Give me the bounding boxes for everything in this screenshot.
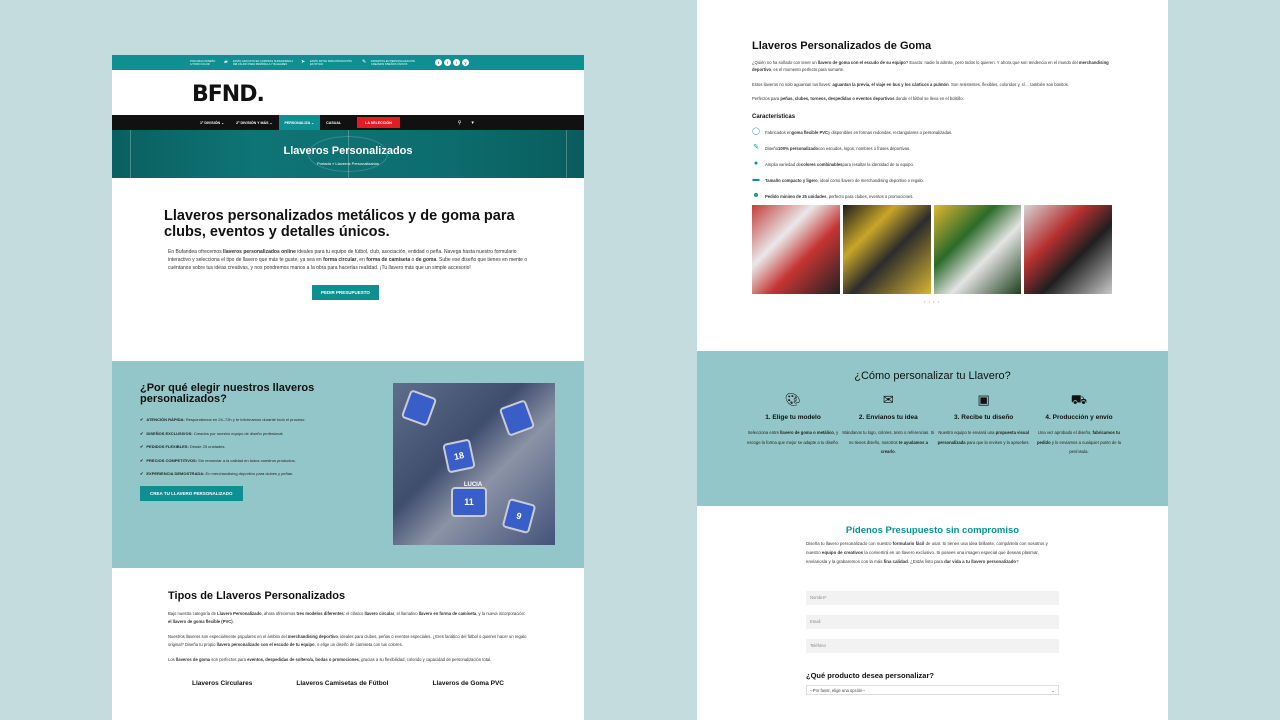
list-item: ✔ PRECIOS COMPETITIVOS: Sin renunciar a la calidad en todos nuestros productos. xyxy=(140,457,296,463)
plane-icon: ➤ xyxy=(301,59,306,65)
site-logo[interactable]: BFND. xyxy=(192,82,264,107)
field-line-decoration xyxy=(566,130,567,178)
step-item: ✉ 2. Envíanos tu idea Mándanos tu logo, colores, texto o referencias. Si no tienes diseño, nosotros te ayudamos a crearlo. xyxy=(842,392,935,454)
feature-item: ▬ Tamaño compacto y ligero , ideal como llavero de merchandising deportivo o regalo. xyxy=(752,176,924,184)
step-item: ▣ 3. Recibe tu diseño Nuestro equipo te enviará una propuesta visual personalizada para que la revises y la apruebes. xyxy=(937,392,1030,445)
youtube-icon[interactable]: y xyxy=(462,59,469,66)
left-page-screenshot xyxy=(112,55,584,720)
request-quote-button[interactable]: PEDIR PRESUPUESTO xyxy=(312,285,379,300)
goma-paragraph: ¿Quién no ha soñado con tener un llavero de goma con el escudo de su equipo? Exacto: nadie lo admite, pero todos lo quieren. Y ahora que son tendencia en el mundo del merchandising deportivo, es el momento perfecto para sumarte. xyxy=(752,60,1109,73)
search-icon[interactable]: ⚲ xyxy=(457,119,462,126)
keychains-photo xyxy=(393,383,555,545)
intro-heading: Llaveros personalizados metálicos y de goma para clubs, eventos y detalles únicos. xyxy=(164,208,515,240)
steps-row xyxy=(697,392,1168,457)
instagram-icon[interactable]: i xyxy=(453,59,460,66)
nav-item-personaliza[interactable]: PERSONALIZA ⌄ xyxy=(279,115,321,130)
intro-paragraph: En Bufandea ofrecemos llaveros personalizados online ideales para tu equipo de fútbol, club, asociación, entidad o peña. Navega hasta nuestro formulario interactivo y selecciona el tipo de llavero que más te guste, ya sea en forma circular, en forma de camiseta o de goma. Sube ese diseño que tienes en mente o cuéntanos sobre tus ideas creativas, y nos pondremos manos a la obra para hacerlas realidad. ¡Tu llavero más que un simple accesorio! xyxy=(168,249,528,271)
goma-paragraph: Perfectos para peñas, clubes, torneos, despedidas o eventos deportivos donde el fútbol se lleva en el bolsillo. xyxy=(752,95,964,101)
check-icon: ✔ xyxy=(140,457,144,463)
circle-icon: ◯ xyxy=(752,128,760,136)
topbar-item: POR GRACI DISEÑO A TODO COLOR xyxy=(190,59,216,66)
feature-item: ✎ Diseño 100% personalizado con escudos, logos, nombres o frases deportivas. xyxy=(753,144,911,152)
brush-icon: ✎ xyxy=(753,144,759,152)
breadcrumb[interactable]: Portada » Llaveros Personalizados xyxy=(316,161,380,166)
ruler-icon: ▬ xyxy=(752,176,760,184)
check-icon: ✔ xyxy=(140,444,144,449)
how-heading: ¿Cómo personalizar tu Llavero? xyxy=(854,370,1011,382)
check-icon: ✔ xyxy=(140,430,144,436)
step-item: 🎨︎ 1. Elige tu modelo Selecciona entre llavero de goma o metálico, y escoge la forma que mejor se adapte a tu diseño. xyxy=(747,392,839,445)
carousel-image[interactable] xyxy=(1024,205,1112,294)
feature-item: ◯ Fabricados en goma flexible PVC y disponibles en formas redondas, rectangulares o personalizadas. xyxy=(752,128,953,136)
header xyxy=(112,70,584,115)
palette-icon: 🎨︎ xyxy=(784,392,802,407)
social-links xyxy=(435,59,469,66)
phone-input[interactable]: Teléfono xyxy=(806,639,1059,653)
topbar-item: ➤ ENVÍO 48/72H PARA PRODUCTOS EN STOCK xyxy=(301,59,352,66)
types-paragraph: Los llaveros de goma son perfectos para eventos, despedidas de soltero/a, bodas o promociones, gracias a su flexibilidad, colorido y capacidad de personalización total. xyxy=(168,657,492,662)
carousel-image[interactable] xyxy=(934,205,1022,294)
truck-icon: ▰ xyxy=(224,59,228,65)
right-page-screenshot xyxy=(697,0,1168,720)
nav-item-2a-division[interactable]: 2ª DIVISIÓN Y MÁS ⌄ xyxy=(236,120,273,125)
carousel-dots[interactable]: • • • • xyxy=(924,299,940,305)
types-heading: Tipos de Llaveros Personalizados xyxy=(168,590,346,602)
column-title-camisetas: Llaveros Camisetas de Fútbol xyxy=(296,679,389,687)
pencil-icon: ✎ xyxy=(362,59,367,65)
feature-item: ● Amplia variedad de colores combinables para resaltar la identidad de tu equipo. xyxy=(753,160,914,168)
keychain-tag xyxy=(401,389,438,427)
check-icon: ✔ xyxy=(140,471,144,476)
nav-item-casual[interactable]: CASUAL xyxy=(326,120,342,125)
nav-item-1a-division[interactable]: 1ª DIVISIÓN ⌄ xyxy=(200,120,225,125)
list-item: ✔ ATENCIÓN RÁPIDA: Respondemos en 24–72h y te informamos durante todo el proceso. xyxy=(140,417,306,422)
create-keychain-button[interactable]: CREA TU LLAVERO PERSONALIZADO xyxy=(140,486,243,501)
page-hero xyxy=(112,130,584,178)
nav-item-la-seleccion[interactable]: LA SELECCIÓN xyxy=(357,117,400,128)
column-title-circular: Llaveros Circulares xyxy=(192,679,253,687)
goma-section xyxy=(697,0,1168,351)
why-choose-section xyxy=(112,361,584,568)
goma-heading: Llaveros Personalizados de Goma xyxy=(752,40,932,52)
cart-icon[interactable]: ▾ xyxy=(471,119,474,126)
keychain-tag: LUCIA xyxy=(463,482,483,488)
envelope-icon: ✉ xyxy=(882,392,894,407)
types-paragraph: Bajo nuestra categoría de Llavero Personalizado, ahora ofrecemos tres modelos diferentes: el clásico llavero circular, el llamativo llavero en forma de camiseta, y la nueva incorporación: el llavero de goma flexible (PVC). xyxy=(168,611,526,624)
goma-paragraph: Estos llaveros no solo aguantan tus llaves: aguantan la previa, el viaje en bus y los cánticos a pulmón. Son resistentes, flexibles, coloridos y, sí… también son bonitos. xyxy=(752,81,1069,87)
step-item: ⛟ 4. Producción y envío Una vez aprobado el diseño, fabricamos tu pedido y lo enviamos a cualquier punto de la península. xyxy=(1033,392,1125,457)
how-to-section xyxy=(697,351,1168,506)
twitter-icon[interactable]: t xyxy=(435,59,442,66)
keychain-tag: 11 xyxy=(451,487,487,517)
list-item: ✔ PEDIDOS FLEXIBLES: Desde 25 unidades. xyxy=(140,444,226,449)
email-input[interactable]: Email xyxy=(806,615,1059,629)
image-icon: ▣ xyxy=(977,392,990,407)
topbar-item: ✎ EXPERTOS EN PERSONALIZACIÓN CREAMOS DISEÑOS ÚNICOS xyxy=(362,59,415,66)
main-nav xyxy=(112,115,584,130)
drop-icon: ● xyxy=(753,160,759,168)
top-info-bar xyxy=(112,55,584,70)
keychain-tag: 18 xyxy=(442,438,476,473)
column-title-goma: Llaveros de Goma PVC xyxy=(432,679,504,687)
field-circle-decoration xyxy=(308,136,388,172)
quote-form-section xyxy=(697,506,1168,695)
chevron-down-icon: ⌄ xyxy=(1051,688,1055,693)
topbar-item: ▰ ENVÍO GRATUITO EN COMPRAS SUPERIORES A 99€ VÁLIDO PARA PENÍNSULA Y BALEARES xyxy=(224,59,294,66)
check-icon: ✔ xyxy=(140,417,144,422)
carousel-image[interactable] xyxy=(752,205,840,294)
intro-section xyxy=(112,178,584,361)
feature-item: ☻ Pedido mínimo de 25 unidades , perfecto para clubes, eventos o promociones. xyxy=(752,192,914,200)
carousel-image[interactable] xyxy=(843,205,931,294)
product-question: ¿Qué producto desea personalizar? xyxy=(806,671,934,680)
nav-icons xyxy=(458,120,474,126)
list-item: ✔ DISEÑOS EXCLUSIVOS: Creados por nuestro equipo de diseño profesional. xyxy=(140,430,284,436)
keychain-tag xyxy=(499,399,536,437)
form-paragraph: Diseña tu llavero personalizado con nuestro formulario fácil de usar. Si tienes una idea brillante, compártela con nosotros y nuestro equipo de creativos la convertirá en un llavero exclusivo. Si posees una imagen especial que deseas plasmar, envíanosla y la grabaremos con la más fina calidad. ¿Estás listo para dar vida a tu llavero personalizado? xyxy=(806,541,1048,564)
page-title: Llaveros Personalizados xyxy=(283,145,413,157)
types-section xyxy=(112,568,584,687)
why-heading: ¿Por qué elegir nuestros llaveros personalizados? xyxy=(140,382,315,405)
facebook-icon[interactable]: f xyxy=(444,59,451,66)
truck-icon: ⛟ xyxy=(1070,392,1088,407)
name-input[interactable]: Nombre* xyxy=(806,591,1059,605)
types-columns xyxy=(168,680,528,687)
list-item: ✔ EXPERIENCIA DEMOSTRADA: En merchandising deportivo para clubes y peñas. xyxy=(140,471,294,476)
types-paragraph: Nuestros llaveros son especialmente populares en el ámbito del merchandising deportivo, ideales para clubes, peñas o eventos especiales. ¿Eres fanático del fútbol o quieres hacer un regalo original? Diseña tu propio llavero personalizado con el escudo de tu equipo, o elige un diseño de camiseta con tus colores. xyxy=(168,634,527,647)
field-line-decoration xyxy=(130,130,131,178)
users-icon: ☻ xyxy=(752,192,760,200)
features-heading: Características xyxy=(752,114,796,121)
keychain-tag: 9 xyxy=(502,498,537,534)
product-select[interactable]: --Por favor, elige una opción-- ⌄ xyxy=(806,685,1059,695)
image-carousel[interactable] xyxy=(752,205,1112,294)
form-heading: Pídenos Presupuesto sin compromiso xyxy=(845,525,1020,536)
